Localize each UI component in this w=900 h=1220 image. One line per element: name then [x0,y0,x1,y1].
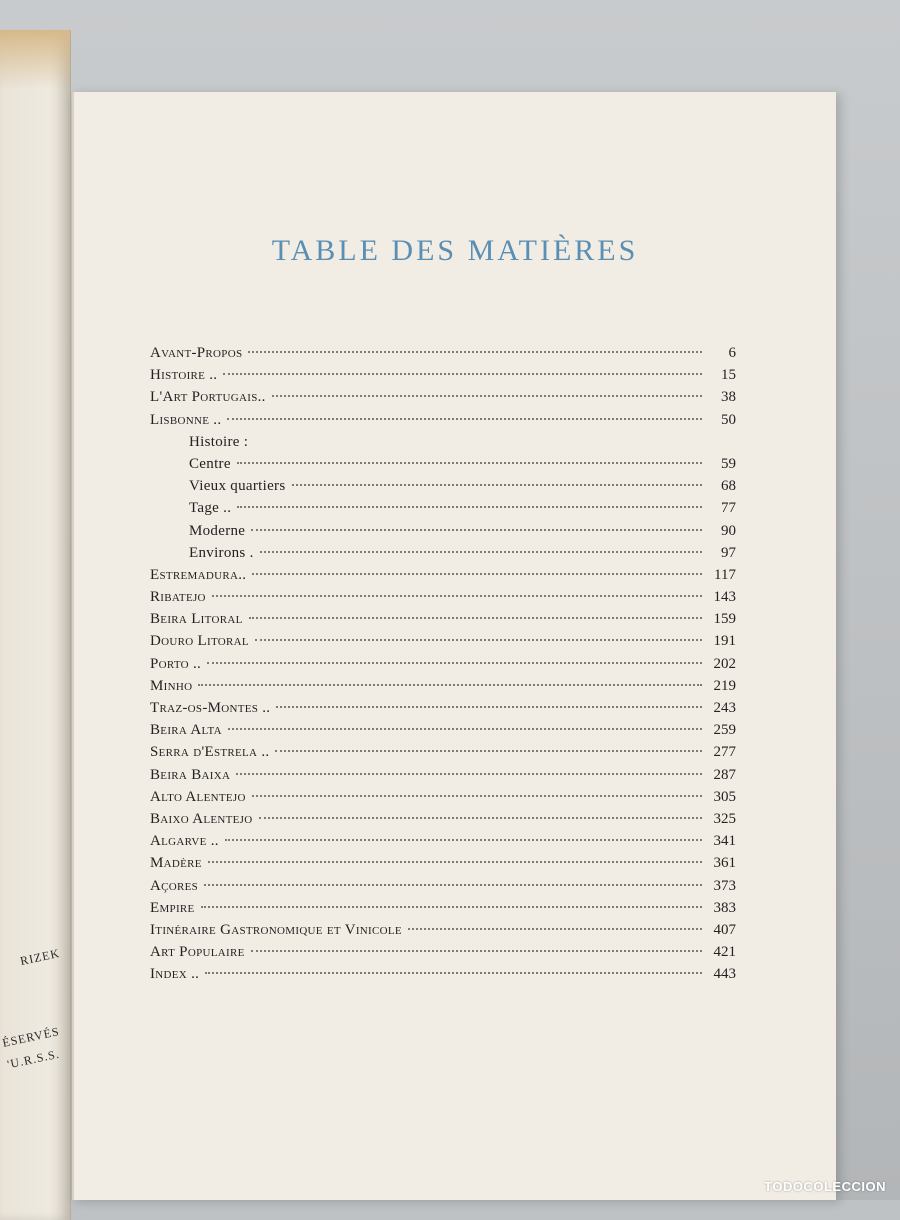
toc-entry [150,453,736,475]
toc-entry [150,808,736,830]
toc-entry [150,386,736,408]
dot-leader [236,773,702,775]
left-page [0,30,71,1220]
dot-leader [223,373,702,375]
dot-leader [204,884,702,886]
toc-entry-page-number: 259 [713,722,736,739]
toc-entry [150,919,736,941]
toc-entry [150,786,736,808]
toc-entry-label: Histoire .. [150,367,218,384]
toc-entry-label: Madère [150,855,202,872]
toc-entry-page-number: 38 [721,389,736,406]
toc-entry-page-number: 341 [713,833,736,850]
book-page [72,92,836,1200]
dot-leader [260,551,702,553]
toc-entry-page-number: 443 [713,966,736,983]
toc-entry-label: Algarve .. [150,833,219,850]
toc-entry-label: Art Populaire [150,944,245,961]
toc-entry-page-number: 68 [721,478,736,495]
dot-leader [205,972,702,974]
left-page-fragment-3: 'U.R.S.S. [5,1046,61,1072]
toc-entry-label: Açores [150,877,199,894]
toc-entry-page-number: 219 [713,677,736,694]
toc-entry [150,830,736,852]
toc-entry [150,941,736,963]
toc-entry [150,653,736,675]
toc-entry-label: Empire [150,899,195,916]
dot-leader [275,750,702,752]
toc-entry-page-number: 202 [713,655,736,672]
dot-leader [237,462,702,464]
toc-entry-page-number: 277 [713,744,736,761]
toc-entry [150,630,736,652]
toc-entry-label: Beira Litoral [150,611,243,628]
toc-entry [150,475,736,497]
toc-entry [150,741,736,763]
toc-entry [150,542,736,564]
toc-entry [150,497,736,519]
toc-entry [150,409,736,431]
toc-entry [150,719,736,741]
toc-entry-label: Histoire : [189,433,249,450]
dot-leader [227,418,702,420]
toc-entry-page-number: 361 [713,855,736,872]
table-of-contents [150,342,736,985]
toc-entry [150,697,736,719]
toc-entry-page-number: 287 [713,766,736,783]
toc-entry-label: Beira Baixa [150,766,231,783]
toc-entry [150,364,736,386]
toc-entry-page-number: 159 [713,611,736,628]
toc-entry [150,564,736,586]
toc-entry [150,431,736,453]
dot-leader [252,795,702,797]
toc-entry-page-number: 6 [728,345,736,361]
toc-entry-label: Estremadura.. [150,566,247,583]
dot-leader [276,706,702,708]
toc-entry [150,963,736,985]
toc-entry-page-number: 117 [714,566,736,583]
toc-entry-label: Index .. [150,966,200,983]
toc-entry [150,875,736,897]
toc-entry-label: Minho [150,677,193,694]
toc-entry-label: Lisbonne .. [150,411,222,428]
page-title: TABLE DES MATIÈRES [271,234,639,267]
dot-leader [251,529,702,531]
dot-leader [255,639,702,641]
dot-leader [272,395,702,397]
toc-entry-page-number: 421 [713,944,736,961]
toc-entry-label: Moderne [189,522,246,539]
left-page-fragment-1: RIZEK [18,945,61,969]
toc-entry-label: Baixo Alentejo [150,810,253,827]
toc-entry-page-number: 90 [721,522,736,539]
watermark: TODOCOLECCION [764,1179,886,1194]
toc-entry-label: Centre [189,455,231,472]
toc-entry-page-number: 50 [721,411,736,428]
dot-leader [225,839,702,841]
toc-entry-label: Serra d'Estrela .. [150,744,270,761]
toc-entry [150,897,736,919]
left-page-fragment-2: ÉSERVÉS [1,1024,61,1050]
toc-entry-label: Tage .. [189,500,232,517]
dot-leader [237,506,702,508]
toc-entry-label: Ribatejo [150,589,206,606]
toc-entry-label: Avant-Propos [150,345,243,361]
toc-entry-page-number: 243 [713,700,736,716]
toc-entry-label: Environs . [189,544,254,561]
dot-leader [248,351,702,353]
toc-entry-page-number: 143 [713,589,736,606]
toc-entry [150,586,736,608]
toc-entry [150,852,736,874]
dot-leader [208,861,702,863]
toc-entry-label: Itinéraire Gastronomique et Vinicole [150,921,402,938]
dot-leader [292,484,703,486]
toc-entry-page-number: 59 [721,455,736,472]
dot-leader [201,906,702,908]
toc-entry-label: Porto .. [150,655,202,672]
toc-entry-page-number: 191 [713,633,736,650]
toc-entry-label: Vieux quartiers [189,478,286,495]
dot-leader [249,617,702,619]
toc-entry-page-number: 407 [713,921,736,938]
dot-leader [207,662,702,664]
dot-leader [252,573,702,575]
toc-entry [150,520,736,542]
toc-entry [150,342,736,364]
toc-entry-label: Beira Alta [150,722,222,739]
toc-entry-page-number: 15 [721,367,736,384]
toc-entry-page-number: 97 [721,544,736,561]
toc-entry [150,675,736,697]
toc-entry-page-number: 77 [721,500,736,517]
toc-entry [150,764,736,786]
left-page-worn-edge [0,30,70,90]
dot-leader [408,928,702,930]
dot-leader [259,817,703,819]
toc-entry-label: Alto Alentejo [150,788,246,805]
toc-entry [150,608,736,630]
toc-entry-page-number: 383 [713,899,736,916]
dot-leader [251,950,702,952]
toc-entry-label: Douro Litoral [150,633,249,650]
dot-leader [212,595,702,597]
toc-entry-label: L'Art Portugais.. [150,389,266,406]
dot-leader [228,728,702,730]
toc-entry-label: Traz-os-Montes .. [150,700,271,716]
toc-entry-page-number: 373 [713,877,736,894]
dot-leader [198,684,702,686]
toc-entry-page-number: 305 [713,788,736,805]
toc-entry-page-number: 325 [713,810,736,827]
